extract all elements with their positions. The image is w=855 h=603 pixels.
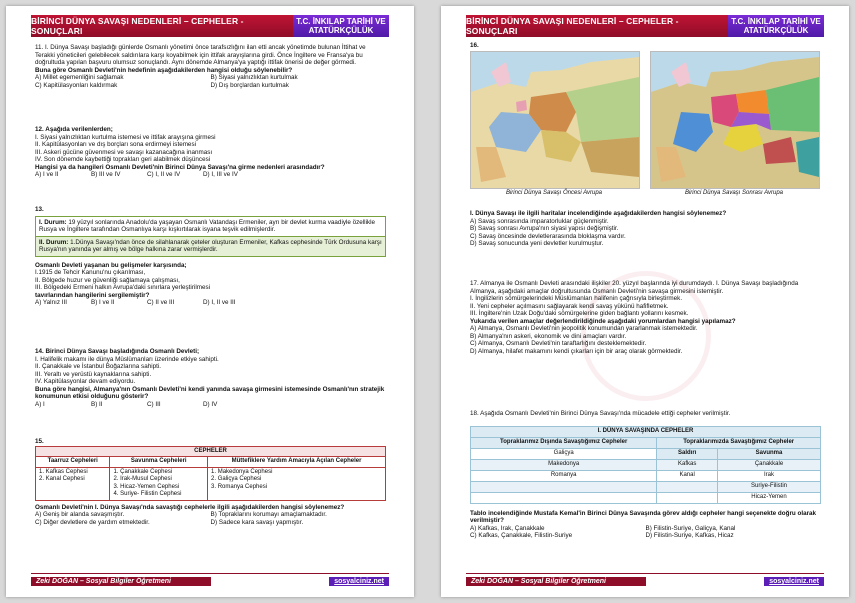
- fronts-cell: 1. Çanakkale Cephesi: [113, 468, 173, 475]
- q13-question: tavırlarından hangilerini sergilemiştir?: [35, 291, 150, 299]
- map-after-caption: Birinci Dünya Savaşı Sonrası Avrupa: [684, 190, 784, 196]
- table-cell: Suriye-Filistin: [717, 481, 820, 492]
- table-cell: [471, 481, 657, 492]
- q18-option-b[interactable]: B) Filistin-Suriye, Galiçya, Kanal: [645, 524, 736, 532]
- fronts-cell: 2. Kanal Cephesi: [39, 476, 85, 482]
- fronts-cell: 3. Romanya Cephesi: [211, 483, 268, 490]
- q18-option-a[interactable]: A) Kafkas, Irak, Çanakkale: [470, 524, 545, 532]
- left-page: [6, 6, 414, 597]
- wwi-fronts-title: I. DÜNYA SAVAŞINDA CEPHELER: [471, 426, 821, 437]
- q17-option-c[interactable]: C) Almanya, Osmanlı Devleti'nin taraftarlığını desteklemektedir.: [470, 340, 647, 347]
- question-13: [35, 206, 386, 307]
- table-cell: Makedonya: [471, 459, 657, 470]
- question-12: [35, 126, 386, 179]
- q18-option-d[interactable]: D) Filistin-Suriye, Kafkas, Hicaz: [645, 532, 734, 539]
- page-footer: [466, 576, 824, 587]
- fronts-outside-header: Topraklarımız Dışında Savaştığımız Cepheler: [471, 437, 657, 448]
- q16-option-b[interactable]: B) Savaş sonrası Avrupa'nın siyasi yapısı değişmiştir.: [470, 225, 619, 232]
- q17-item-3: III. İngiltere'nin Uzak Doğu'daki sömürgelerine giden bağlantı yollarını kesmek.: [470, 310, 689, 317]
- q11-option-c[interactable]: C) Kapitülasyonları kaldırmak: [35, 81, 118, 89]
- footer-author: Zeki DOĞAN – Sosyal Bilgiler Öğretmeni: [466, 577, 646, 586]
- q14-option-a[interactable]: A) I: [35, 400, 45, 408]
- q15-option-c[interactable]: C) Diğer devletlere de yardım etmektedir.: [35, 518, 150, 526]
- table-cell: Irak: [717, 470, 820, 481]
- q12-question: Hangisi ya da hangileri Osmanlı Devleti'nin Birinci Dünya Savaşı'na girme nedenleri arasındadır?: [35, 163, 325, 171]
- q15-number: 15.: [35, 438, 44, 445]
- fronts-cell: 1. Makedonya Cephesi: [211, 468, 273, 475]
- q13-d1-label: I. Durum:: [39, 218, 67, 226]
- q15-option-a[interactable]: A) Geniş bir alanda savaşmıştır.: [35, 511, 125, 518]
- fronts-cell: 2. Galiçya Cephesi: [211, 476, 262, 482]
- q17-stem: 17. Almanya ile Osmanlı Devleti arasındaki ilişkiler 20. yüzyıl başlarında iyi durumdaydı. I. Dünya Savaşı başladığında Almanya, aşağıdaki amaçlar doğrultusunda Osmanlı Devleti'nin savaşa girmesini istemiştir.: [470, 280, 799, 295]
- q15-option-b[interactable]: B) Topraklarını korumayı amaçlamaktadır.: [210, 511, 327, 518]
- defense-subheader: Savunma: [717, 448, 820, 459]
- footer-divider: [31, 573, 389, 574]
- map-before-war: [470, 51, 640, 189]
- q11-stem: 11. I. Dünya Savaşı başladığı günlerde Osmanlı yönetimi önce tarafsızlığını ilan etti ancak yönetimde bulunan İttihat ve Terakki yöneticileri gelebilecek saldırılara karşı koyabilmek için ittifak arayışlarına girdi. Önce İngiltere ve Fransa'ya bu doğrultuda yapılan başvuru olumsuz sonuçlandı. Aynı dönemde Almanya'ya yaptığı ittifak önerisi de değer görmedi.: [35, 44, 366, 66]
- q16-option-a[interactable]: A) Savaş sonrasında imparatorluklar güçlenmiştir.: [470, 217, 609, 225]
- table-cell: Kafkas: [657, 459, 718, 470]
- q17-option-d[interactable]: D) Almanya, hilafet makamını kendi çıkarları için bir araç olarak görmektedir.: [470, 347, 683, 355]
- question-17: [470, 280, 821, 355]
- table-cell: [657, 481, 718, 492]
- q13-d2-label: II. Durum:: [39, 238, 69, 246]
- q11-option-d[interactable]: D) Dış borçlardan kurtulmak: [210, 81, 289, 89]
- q16-question-text: I. Dünya Savaşı ile ilgili haritalar incelendiğinde aşağıdakilerden hangisi söylenemez?: [470, 210, 727, 217]
- question-14: [35, 348, 386, 408]
- q12-stem: 12. Aşağıda verilenlerden;: [35, 126, 113, 133]
- q11-question: Buna göre Osmanlı Devleti'nin hedefinin aşağıdakilerden hangisi olduğu söylenebilir?: [35, 66, 293, 74]
- footer-site-link[interactable]: sosyalciniz.net: [329, 577, 389, 586]
- table-cell: Çanakkale: [717, 459, 820, 470]
- q17-question: Yukarıda verilen amaçlar değerlendirildiğinde aşağıdaki yorumlardan hangisi yapılamaz?: [470, 317, 736, 325]
- q13-d1-text: 19 yüzyıl sonlarında Anadolu'da yaşayan Osmanlı Vatandaşı Ermeniler, ayrı bir devlet kurma vaadiyle özellikle Rusya ve İngiltere tarafından Osmanlıya karşı kışkırtılarak isyana teşvik edilmişlerdir.: [39, 218, 376, 233]
- footer-site-link[interactable]: sosyalciniz.net: [764, 577, 824, 586]
- fronts-inside-header: Topraklarımızda Savaştığımız Cepheler: [657, 437, 821, 448]
- fronts-col-offense: [36, 467, 110, 500]
- q18-option-c[interactable]: C) Kafkas, Çanakkale, Filistin-Suriye: [470, 532, 573, 539]
- question-11: [35, 44, 386, 89]
- map-after-war: [650, 51, 820, 189]
- q15-option-d[interactable]: D) Sadece kara savaşı yapmıştır.: [210, 518, 304, 526]
- fronts-header-offense: Taarruz Cepheleri: [36, 457, 110, 468]
- q12-item-4: IV. Son dönemde kaybettiği toprakları geri alabilmek düşüncesi: [35, 156, 211, 163]
- q12-option-d[interactable]: D) I, III ve IV: [203, 171, 238, 178]
- q13-item-1: I.1915 de Tehcir Kanunu'nu çıkarılması,: [35, 269, 146, 276]
- attack-subheader: Saldırı: [657, 448, 718, 459]
- right-page: [441, 6, 849, 597]
- q18-stem: 18. Aşağıda Osmanlı Devleti'nin Birinci Dünya Savaşı'nda mücadele ettiği cepheler verilmiştir.: [470, 410, 731, 417]
- q13-item-2: II. Bölgede huzur ve güvenliği sağlamaya çalışması,: [35, 276, 180, 284]
- footer-divider: [466, 573, 824, 574]
- q12-item-3: III. Askeri gücüne güvenmesi ve savaşı kazanacağına inanması: [35, 148, 213, 156]
- table-cell: [657, 492, 718, 503]
- q14-item-3: III. Yeraltı ve yerüstü kaynaklarına sahipti.: [35, 370, 152, 378]
- map-before-caption: Birinci Dünya Savaşı Öncesi Avrupa: [505, 190, 603, 196]
- q13-number: 13.: [35, 206, 44, 213]
- header-title: BİRİNCİ DÜNYA SAVAŞI NEDENLERİ – CEPHELER - SONUÇLARI: [466, 15, 728, 37]
- q17-item-2: II. Yeni cepheler açılmasını sağlayarak kendi savaş yükünü hafifletmek.: [470, 302, 669, 310]
- header-course: T.C. İNKILAP TARİHİ VE ATATÜRKÇÜLÜK: [293, 15, 389, 37]
- footer-author: Zeki DOĞAN – Sosyal Bilgiler Öğretmeni: [31, 577, 211, 586]
- q11-option-a[interactable]: A) Millet egemenliğini sağlamak: [35, 74, 124, 81]
- question-15: [35, 438, 386, 526]
- q14-option-c[interactable]: C) III: [147, 400, 161, 408]
- table-cell: Galiçya: [471, 448, 657, 459]
- fronts-col-defense: [110, 467, 208, 500]
- q11-option-b[interactable]: B) Siyasi yalnızlıktan kurtulmak: [210, 74, 298, 81]
- question-18: [470, 410, 821, 540]
- q13-option-c[interactable]: C) II ve III: [147, 299, 175, 306]
- q16-number: 16.: [470, 42, 479, 49]
- q14-item-4: IV. Kapitülasyonlar devam ediyordu.: [35, 378, 136, 385]
- q12-option-a[interactable]: A) I ve II: [35, 171, 59, 178]
- q16-number-wrap: [470, 42, 821, 50]
- q13-option-b[interactable]: B) I ve II: [91, 299, 115, 306]
- q13-stem: Osmanlı Devleti yaşanan bu gelişmeler karşısında;: [35, 261, 187, 269]
- q15-question: Osmanlı Devleti'nin I. Dünya Savaşı'nda savaştığı cephelerle ilgili aşağıdakilerden hangisi söylenemez?: [35, 503, 345, 511]
- q13-d2-text: 1.Dünya Savaşı'ndan önce de silahlanarak çeteler oluşturan Ermeniler, Kafkas cephesinde Türk Ordusuna karşı Rusya'nın yanında yer almış ve bölge halkına zarar vermişlerdir.: [39, 238, 382, 253]
- fronts-cell: 2. Irak-Musul Cephesi: [113, 476, 172, 482]
- q12-item-2: II. Kapitülasyonları ve dış borçları sona erdirmeyi istemesi: [35, 141, 196, 148]
- q16-option-c[interactable]: C) Savaş öncesinde devletlerarasında bloklaşma vardır.: [470, 232, 626, 240]
- page-header: [466, 15, 824, 37]
- table-cell: Hicaz-Yemen: [717, 492, 820, 503]
- q17-item-1: I. İngilizlerin sömürgelerindeki Müslümanları halifenin çağrısıyla birleştirmek.: [470, 295, 683, 302]
- fronts-cell: 4. Suriye- Filistin Cephesi: [113, 491, 182, 497]
- header-title: BİRİNCİ DÜNYA SAVAŞI NEDENLERİ – CEPHELER - SONUÇLARI: [31, 15, 293, 37]
- q17-option-b[interactable]: B) Almanya'nın askeri, ekonomik ve dini amaçları vardır.: [470, 332, 627, 340]
- q12-option-b[interactable]: B) III ve IV: [91, 171, 121, 178]
- table-cell: [471, 492, 657, 503]
- q13-option-a[interactable]: A) Yalnız III: [35, 299, 67, 306]
- q12-option-c[interactable]: C) I, II ve IV: [147, 171, 181, 178]
- q14-option-b[interactable]: B) II: [91, 400, 103, 408]
- fronts-col-allies: [208, 467, 386, 500]
- q14-option-d[interactable]: D) IV: [203, 400, 218, 408]
- q13-option-d[interactable]: D) I, II ve III: [203, 299, 236, 306]
- fronts-header-allies: Müttefiklere Yardım Amacıyla Açılan Cepheler: [208, 457, 386, 468]
- q14-question: Buna göre hangisi, Almanya'nın Osmanlı Devleti'ni kendi yanında savaşa girmesini istemesinde Osmanlı'nın stratejik konumunun etkisi olduğunu gösterir?: [35, 385, 385, 400]
- q14-stem: 14. Birinci Dünya Savaşı başladığında Osmanlı Devleti;: [35, 348, 200, 355]
- q13-item-3: III. Bölgedeki Ermeni halkın Avrupa'daki sınırlara yerleştirilmesi: [35, 284, 211, 291]
- fronts-table: [35, 446, 386, 501]
- table-cell: Romanya: [471, 470, 657, 481]
- q12-item-1: I. Siyasi yalnızlıktan kurtulma istemesi ve ittifak arayışına girmesi: [35, 133, 216, 141]
- q13-situation-box: [35, 216, 386, 257]
- q14-item-2: II. Çanakkale ve İstanbul Boğazlarına sahipti.: [35, 363, 162, 370]
- q18-question: Tablo incelendiğinde Mustafa Kemal'in Birinci Dünya Savaşında görev aldığı cepheler hangi seçenekte doğru olarak verilmiştir?: [470, 509, 817, 524]
- page-footer: [31, 576, 389, 587]
- q14-item-1: I. Halifelik makamı ile dünya Müslümanları üzerinde etkiye sahipti.: [35, 355, 219, 363]
- q16-question: [470, 210, 821, 218]
- fronts-table-title: CEPHELER: [36, 446, 386, 457]
- fronts-cell: 1. Kafkas Cephesi: [39, 468, 88, 475]
- fronts-header-defense: Savunma Cepheleri: [110, 457, 208, 468]
- table-cell: Kanal: [657, 470, 718, 481]
- wwi-fronts-table: [470, 426, 821, 504]
- q17-option-a[interactable]: A) Almanya, Osmanlı Devleti'nin jeopolitik konumundan yararlanmak istemektedir.: [470, 325, 698, 332]
- question-16: [470, 210, 821, 248]
- q16-option-d[interactable]: D) Savaş sonucunda yeni devletler kurulmuştur.: [470, 240, 604, 247]
- fronts-cell: 3. Hicaz-Yemen Cephesi: [113, 483, 180, 490]
- page-header: [31, 15, 389, 37]
- header-course: T.C. İNKILAP TARİHİ VE ATATÜRKÇÜLÜK: [728, 15, 824, 37]
- europe-maps: [470, 51, 820, 197]
